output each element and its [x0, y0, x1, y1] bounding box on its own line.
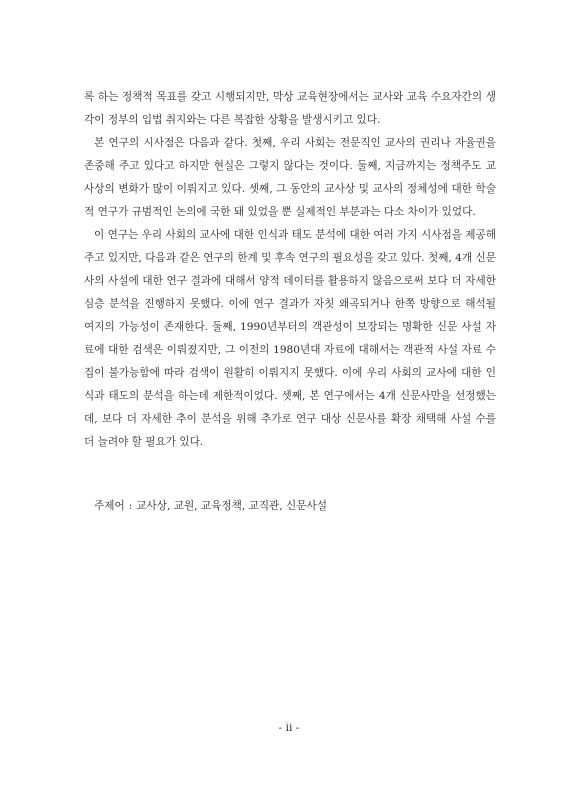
keywords-line — [94, 496, 496, 516]
paragraph-1: 록 하는 정책적 목표를 갖고 시행되지만, 막상 교육현장에서는 교사와 교육 수요자간의 생각이 정부의 입법 취지와는 다른 복잡한 상황을 발생시키고 있다. — [84, 91, 496, 126]
paragraph-3: 이 연구는 우리 사회의 교사에 대한 인식과 태도 분석에 대한 여러 가지 시사점을 제공해 주고 있지만, 다음과 같은 연구의 한계 및 후속 연구의 필요성을 갖고 있다. 첫째, 4개 신문사의 사설에 대한 연구 결과에 대해서 양적 데이터를 활용하지 않음으로써 보다 더 자세한 심층 분석을 진행하지 못했다. 이에 연구 결과가 자칫 왜곡되거나 한쪽 방향으로 해석될 여지의 가능성이 존재한다. 둘째, 1990년부터의 객관성이 보장되는 명확한 신문 사설 자료에 대한 검색은 이뤄졌지만, 그 이전의 1980년대 자료에 대해서는 객관적 사설 자료 수집이 불가능함에 따라 검색이 원활히 이뤄지지 못했다. 이에 우리 사회의 교사에 대한 인식과 태도의 분석을 하는데 제한적이었다. 셋째, 본 연구에서는 4개 신문사만을 선정했는데, 보다 더 자세한 추이 분석을 위해 추가로 연구 대상 신문사를 확장 채택해 사설 수를 더 늘려야 할 필요가 있다. — [84, 229, 496, 448]
keywords-label: 주제어 — [94, 500, 125, 512]
paragraph-2: 본 연구의 시사점은 다음과 같다. 첫째, 우리 사회는 전문직인 교사의 권리나 자율권을 존중해 주고 있다고 하지만 현실은 그렇지 않다는 것이다. 둘째, 지금까지는 정책주도 교사상의 변화가 많이 이뤄지고 있다. 셋째, 그 동안의 교사상 및 교사의 정체성에 대한 학술적 연구가 규범적인 논의에 국한 돼 있었을 뿐 실제적인 부분과는 다소 차이가 있었다. — [84, 137, 496, 218]
body-text — [84, 86, 496, 454]
keywords-items: 교사상, 교원, 교육정책, 교직관, 신문사설 — [136, 500, 327, 512]
keywords-separator: : — [128, 500, 133, 512]
page-number: - ii - — [278, 722, 300, 734]
